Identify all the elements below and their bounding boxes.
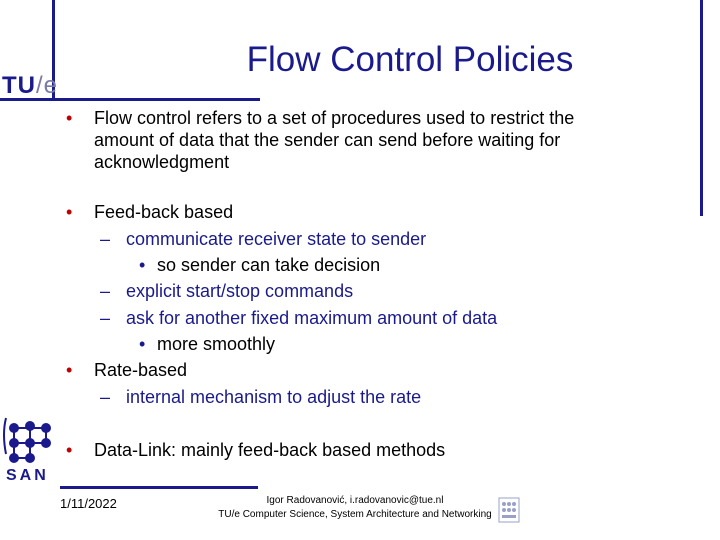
sub-item-text: explicit start/stop commands — [126, 281, 354, 301]
slide-title: Flow Control Policies — [246, 40, 574, 79]
sub-item-internal-mechanism — [100, 386, 422, 408]
sub-sub-item-text: so sender can take decision — [157, 255, 381, 275]
bullet-data-link — [66, 439, 446, 461]
bullet-line: amount of data that the sender can send before waiting for — [94, 130, 561, 150]
bullet-symbol: • — [139, 334, 146, 354]
sub-sub-item-text: more smoothly — [157, 334, 276, 354]
bullet-flow-control-definition — [66, 107, 694, 173]
dash-symbol: – — [100, 281, 111, 301]
bullet-text: Rate-based — [94, 360, 188, 380]
bullet-line: acknowledgment — [94, 152, 230, 172]
dash-symbol: – — [100, 387, 111, 407]
bullet-rate-based — [66, 359, 188, 381]
san-label: SAN — [6, 467, 49, 484]
san-network-logo-icon — [0, 414, 58, 470]
sub-item-fixed-amount — [100, 307, 498, 329]
right-vertical-rule — [700, 0, 703, 216]
bullet-symbol: • — [66, 202, 73, 222]
dash-symbol: – — [100, 229, 111, 249]
tue-logo-main-text: TU — [2, 72, 36, 99]
bullet-text: Data-Link: mainly feed-back based methods — [94, 440, 446, 460]
bullet-feedback-based — [66, 201, 234, 223]
sub-item-communicate-state — [100, 228, 427, 250]
sub-item-text: internal mechanism to adjust the rate — [126, 387, 422, 407]
tue-logo-slash-text: /e — [36, 72, 59, 99]
tue-logo — [2, 72, 58, 100]
bullet-symbol: • — [139, 255, 146, 275]
bullet-symbol: • — [66, 440, 73, 460]
footer-affiliation-line: TU/e Computer Science, System Architecture and Networking — [218, 509, 492, 520]
bullet-line: Flow control refers to a set of procedures used to restrict the — [94, 108, 575, 128]
footer-rule — [60, 486, 258, 489]
sub-item-text: ask for another fixed maximum amount of data — [126, 308, 498, 328]
sub-item-start-stop — [100, 280, 354, 302]
sub-item-text: communicate receiver state to sender — [126, 229, 427, 249]
bullet-text: Feed-back based — [94, 202, 234, 222]
dash-symbol: – — [100, 308, 111, 328]
sub-sub-item-more-smoothly — [139, 333, 276, 355]
bullet-symbol: • — [66, 360, 73, 380]
bullet-symbol: • — [66, 108, 73, 128]
footer-author-line: Igor Radovanović, i.radovanovic@tue.nl — [266, 495, 444, 506]
sub-sub-item-take-decision — [139, 254, 381, 276]
footer-author-block — [205, 494, 505, 522]
footer-date: 1/11/2022 — [60, 496, 117, 511]
footer-small-logo-icon — [498, 497, 520, 523]
